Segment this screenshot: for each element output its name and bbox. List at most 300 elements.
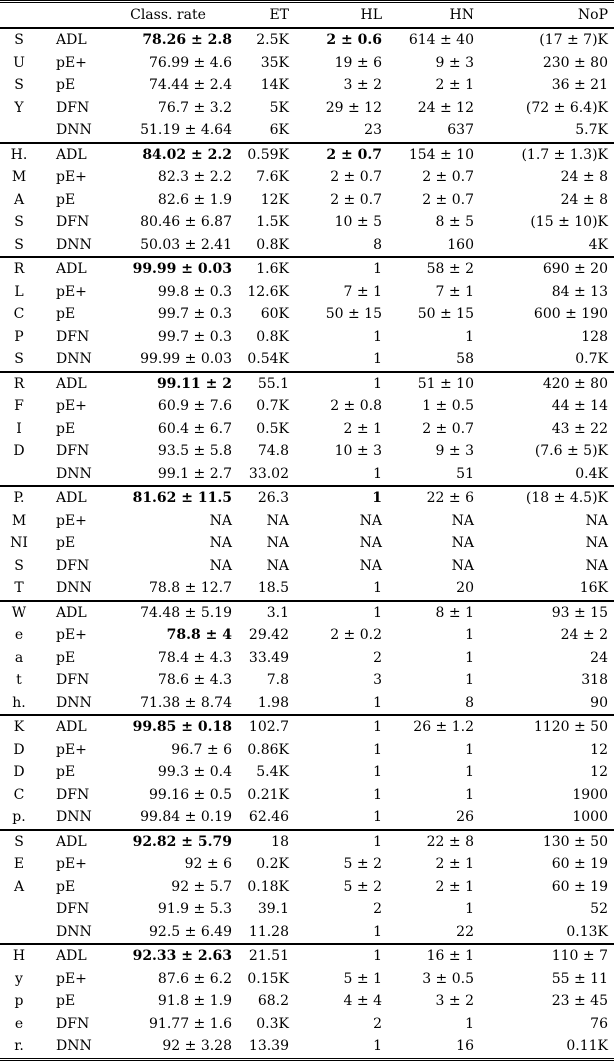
- cell-nop: 0.11K: [566, 1038, 608, 1055]
- cell-hn: 8 ± 5: [435, 214, 474, 231]
- cell-et: 11.28: [248, 923, 289, 940]
- table-row: [0, 715, 614, 739]
- cell-et: 12K: [260, 191, 289, 208]
- cell-hn: 1: [465, 764, 474, 781]
- cell-class-rate: 51.19 ± 4.64: [140, 122, 232, 139]
- cell-hn: 2 ± 1: [435, 878, 474, 895]
- cell-nop: 230 ± 80: [542, 54, 608, 71]
- cell-hl: NA: [359, 557, 382, 574]
- cell-hn: 1: [465, 627, 474, 644]
- cell-hn: 9 ± 3: [435, 443, 474, 460]
- cell-hl: 2: [373, 1015, 382, 1032]
- table-row: [0, 876, 614, 899]
- cell-nop: 0.13K: [566, 923, 608, 940]
- cell-class-rate: 81.62 ± 11.5: [98, 486, 238, 510]
- cell-nop: (17 ± 7)K: [480, 28, 614, 52]
- cell-hl: 1: [373, 694, 382, 711]
- table-row: [0, 830, 614, 854]
- cell-et: 74.8: [257, 443, 289, 460]
- cell-hl: 1: [373, 351, 382, 368]
- cell-dataset: t: [16, 672, 22, 689]
- cell-hl: 7 ± 1: [343, 283, 382, 300]
- cell-hn: 2 ± 0.7: [422, 420, 474, 437]
- cell-hn: 3 ± 2: [435, 993, 474, 1010]
- table-row: [0, 440, 614, 463]
- cell-method: pE: [56, 306, 76, 323]
- table-row: [0, 281, 614, 304]
- cell-et: NA: [266, 557, 289, 574]
- cell-nop: 44 ± 14: [551, 398, 608, 415]
- cell-nop: 4K: [588, 236, 608, 253]
- cell-dataset: S: [14, 77, 24, 94]
- cell-nop: 84 ± 13: [551, 283, 608, 300]
- cell-nop: (15 ± 10)K: [530, 214, 608, 231]
- cell-class-rate: 71.38 ± 8.74: [140, 694, 232, 711]
- cell-et: 0.21K: [247, 786, 289, 803]
- header-hl: HL: [360, 7, 382, 23]
- cell-hl: 2: [373, 901, 382, 918]
- cell-et: 35K: [260, 54, 289, 71]
- cell-method: pE: [56, 764, 76, 781]
- table-row: [0, 647, 614, 670]
- cell-class-rate: 76.99 ± 4.6: [149, 54, 232, 71]
- cell-hn: 2 ± 1: [435, 856, 474, 873]
- cell-et: NA: [266, 512, 289, 529]
- cell-class-rate: 78.26 ± 2.8: [98, 28, 238, 52]
- cell-class-rate: 60.9 ± 7.6: [157, 398, 232, 415]
- cell-et: 18: [238, 830, 295, 854]
- cell-class-rate: 92.82 ± 5.79: [98, 830, 238, 854]
- cell-hn: 1: [465, 741, 474, 758]
- cell-class-rate: NA: [209, 535, 232, 552]
- cell-class-rate: 87.6 ± 6.2: [157, 970, 232, 987]
- cell-nop: (18 ± 4.5)K: [480, 486, 614, 510]
- table-row: [0, 806, 614, 830]
- cell-dataset: I: [16, 420, 22, 437]
- cell-dataset: r.: [14, 1038, 24, 1055]
- table-row: [0, 348, 614, 372]
- cell-hn: 22 ± 6: [388, 486, 480, 510]
- cell-dataset: K: [0, 715, 38, 739]
- cell-nop: (72 ± 6.4)K: [525, 99, 608, 116]
- table-row: [0, 372, 614, 396]
- cell-method: ADL: [38, 944, 98, 968]
- table-row: [0, 211, 614, 234]
- cell-hn: NA: [451, 557, 474, 574]
- cell-et: 29.42: [248, 627, 289, 644]
- cell-et: 12.6K: [247, 283, 289, 300]
- cell-method: pE: [56, 649, 76, 666]
- cell-class-rate: NA: [209, 512, 232, 529]
- cell-hl: 1: [295, 257, 388, 281]
- cell-method: DFN: [56, 901, 90, 918]
- cell-hl: 1: [373, 786, 382, 803]
- cell-et: NA: [266, 535, 289, 552]
- cell-method: DFN: [56, 557, 90, 574]
- cell-hn: 2 ± 0.7: [422, 169, 474, 186]
- header-et: ET: [269, 7, 289, 23]
- cell-class-rate: 82.6 ± 1.9: [157, 191, 232, 208]
- cell-et: 0.15K: [247, 970, 289, 987]
- cell-hl: 2 ± 0.2: [330, 627, 382, 644]
- cell-dataset: T: [14, 580, 24, 597]
- cell-hl: 1: [373, 923, 382, 940]
- table-row: [0, 119, 614, 143]
- cell-class-rate: 91.8 ± 1.9: [157, 993, 232, 1010]
- cell-method: DNN: [56, 580, 92, 597]
- cell-method: pE: [56, 420, 76, 437]
- cell-dataset: D: [13, 741, 25, 758]
- cell-class-rate: 92 ± 5.7: [171, 878, 232, 895]
- cell-hn: 160: [447, 236, 474, 253]
- cell-nop: 76: [590, 1015, 608, 1032]
- cell-class-rate: 99.1 ± 2.7: [157, 465, 232, 482]
- cell-hl: 10 ± 3: [334, 443, 382, 460]
- cell-dataset: [0, 463, 38, 487]
- table-row: [0, 624, 614, 647]
- cell-hl: 5 ± 2: [343, 856, 382, 873]
- cell-hn: 16: [456, 1038, 474, 1055]
- cell-hl: 2: [373, 649, 382, 666]
- cell-hl: 3: [373, 672, 382, 689]
- cell-hn: 1: [465, 649, 474, 666]
- cell-hl: 1: [295, 486, 388, 510]
- cell-dataset: S: [14, 557, 24, 574]
- cell-class-rate: 99.3 ± 0.4: [157, 764, 232, 781]
- cell-hn: 1: [465, 1015, 474, 1032]
- table-row: [0, 303, 614, 326]
- cell-et: 18.5: [257, 580, 289, 597]
- table-row: [0, 395, 614, 418]
- cell-nop: NA: [585, 535, 608, 552]
- cell-hl: 50 ± 15: [325, 306, 382, 323]
- cell-nop: 12: [590, 764, 608, 781]
- cell-class-rate: 92.5 ± 6.49: [149, 923, 232, 940]
- table-row: [0, 532, 614, 555]
- cell-dataset: M: [11, 169, 27, 186]
- cell-hn: 26: [456, 809, 474, 826]
- cell-nop: 16K: [579, 580, 608, 597]
- cell-hl: 1: [373, 465, 382, 482]
- cell-method: DFN: [56, 1015, 90, 1032]
- cell-dataset: S: [0, 830, 38, 854]
- cell-dataset: p.: [12, 809, 26, 826]
- table-row: [0, 326, 614, 349]
- cell-hn: 614 ± 40: [388, 28, 480, 52]
- cell-et: 0.8K: [256, 328, 289, 345]
- cell-et: 6K: [269, 122, 289, 139]
- cell-hl: 19 ± 6: [334, 54, 382, 71]
- cell-hl: 1: [295, 601, 388, 625]
- cell-hn: 22 ± 8: [388, 830, 480, 854]
- cell-method: DFN: [56, 786, 90, 803]
- cell-class-rate: 99.11 ± 2: [98, 372, 238, 396]
- cell-et: 0.2K: [256, 856, 289, 873]
- cell-hn: 3 ± 0.5: [422, 970, 474, 987]
- cell-class-rate: 99.99 ± 0.03: [140, 351, 232, 368]
- cell-method: pE+: [56, 169, 87, 186]
- cell-et: 55.1: [238, 372, 295, 396]
- table-row: [0, 921, 614, 945]
- cell-hl: 29 ± 12: [325, 99, 382, 116]
- header-method: [38, 2, 98, 29]
- cell-class-rate: 91.77 ± 1.6: [149, 1015, 232, 1032]
- cell-et: 0.7K: [256, 398, 289, 415]
- cell-hl: 1: [295, 715, 388, 739]
- cell-et: 102.7: [238, 715, 295, 739]
- cell-nop: 1000: [572, 809, 608, 826]
- cell-class-rate: 78.4 ± 4.3: [157, 649, 232, 666]
- cell-class-rate: 50.03 ± 2.41: [140, 236, 232, 253]
- cell-et: 0.86K: [247, 741, 289, 758]
- cell-class-rate: 78.8 ± 12.7: [149, 580, 232, 597]
- cell-et: 0.3K: [256, 1015, 289, 1032]
- cell-dataset: a: [14, 649, 24, 666]
- cell-hl: 2 ± 0.7: [330, 191, 382, 208]
- cell-dataset: E: [13, 856, 25, 873]
- cell-nop: 5.7K: [575, 122, 608, 139]
- cell-dataset: S: [14, 236, 24, 253]
- cell-et: 26.3: [238, 486, 295, 510]
- cell-class-rate: 80.46 ± 6.87: [140, 214, 232, 231]
- cell-et: 1.5K: [256, 214, 289, 231]
- cell-et: 1.98: [257, 694, 289, 711]
- cell-hn: NA: [451, 535, 474, 552]
- cell-method: DFN: [56, 214, 90, 231]
- cell-nop: 93 ± 15: [480, 601, 614, 625]
- cell-hl: 1: [373, 741, 382, 758]
- cell-dataset: [0, 898, 38, 921]
- cell-method: ADL: [38, 486, 98, 510]
- cell-hn: 24 ± 12: [417, 99, 474, 116]
- cell-method: pE: [56, 878, 76, 895]
- cell-nop: 24 ± 2: [560, 627, 608, 644]
- cell-et: 0.59K: [238, 143, 295, 167]
- cell-et: 0.18K: [247, 878, 289, 895]
- cell-class-rate: NA: [209, 557, 232, 574]
- cell-dataset: C: [13, 786, 25, 803]
- cell-method: ADL: [38, 257, 98, 281]
- cell-nop: 24: [590, 649, 608, 666]
- cell-method: pE+: [56, 512, 87, 529]
- header-row: [0, 2, 614, 29]
- cell-method: DFN: [56, 99, 90, 116]
- cell-et: 5.4K: [256, 764, 289, 781]
- cell-class-rate: 99.7 ± 0.3: [157, 306, 232, 323]
- cell-class-rate: 99.16 ± 0.5: [149, 786, 232, 803]
- cell-et: 62.46: [248, 809, 289, 826]
- cell-class-rate: 99.7 ± 0.3: [157, 328, 232, 345]
- cell-dataset: D: [13, 764, 25, 781]
- table-row: [0, 990, 614, 1013]
- cell-hl: 2 ± 1: [343, 420, 382, 437]
- cell-hl: NA: [359, 512, 382, 529]
- cell-nop: 318: [581, 672, 608, 689]
- cell-hn: 51 ± 10: [388, 372, 480, 396]
- cell-et: 3.1: [238, 601, 295, 625]
- cell-hn: 1: [465, 672, 474, 689]
- cell-dataset: M: [11, 512, 27, 529]
- cell-method: pE+: [56, 283, 87, 300]
- cell-et: 14K: [260, 77, 289, 94]
- cell-method: ADL: [38, 372, 98, 396]
- cell-dataset: H: [0, 944, 38, 968]
- table-row: [0, 1035, 614, 1059]
- table-row: [0, 692, 614, 716]
- cell-hn: 22: [456, 923, 474, 940]
- cell-class-rate: 99.85 ± 0.18: [98, 715, 238, 739]
- cell-hn: 50 ± 15: [417, 306, 474, 323]
- cell-nop: 1900: [572, 786, 608, 803]
- table-body: [0, 28, 614, 1059]
- cell-nop: 420 ± 80: [480, 372, 614, 396]
- table-row: [0, 761, 614, 784]
- table-row: [0, 669, 614, 692]
- cell-hn: 51: [456, 465, 474, 482]
- cell-method: pE+: [56, 627, 87, 644]
- cell-dataset: h.: [12, 694, 26, 711]
- cell-nop: (1.7 ± 1.3)K: [480, 143, 614, 167]
- cell-nop: 0.7K: [575, 351, 608, 368]
- cell-method: pE+: [56, 398, 87, 415]
- cell-et: 0.8K: [256, 236, 289, 253]
- cell-hl: NA: [359, 535, 382, 552]
- cell-method: pE: [56, 191, 76, 208]
- cell-hl: 2 ± 0.7: [330, 169, 382, 186]
- table-row: [0, 189, 614, 212]
- cell-hn: 2 ± 0.7: [422, 191, 474, 208]
- header-nop: NoP: [577, 7, 608, 23]
- cell-dataset: y: [15, 970, 23, 987]
- cell-method: DNN: [56, 351, 92, 368]
- table-row: [0, 853, 614, 876]
- cell-dataset: [0, 119, 38, 143]
- cell-et: 7.6K: [256, 169, 289, 186]
- cell-dataset: S: [14, 214, 24, 231]
- cell-et: 39.1: [257, 901, 289, 918]
- cell-hl: 1: [295, 830, 388, 854]
- cell-nop: 24 ± 8: [560, 169, 608, 186]
- cell-hn: 1: [465, 901, 474, 918]
- table-row: [0, 143, 614, 167]
- cell-hn: 1: [465, 786, 474, 803]
- cell-hn: 58: [456, 351, 474, 368]
- cell-dataset: P.: [0, 486, 38, 510]
- cell-class-rate: 93.5 ± 5.8: [157, 443, 232, 460]
- cell-nop: 110 ± 7: [480, 944, 614, 968]
- cell-et: 1.6K: [238, 257, 295, 281]
- cell-method: DFN: [56, 328, 90, 345]
- cell-nop: 90: [590, 694, 608, 711]
- cell-class-rate: 82.3 ± 2.2: [157, 169, 232, 186]
- cell-dataset: C: [13, 306, 25, 323]
- table-row: [0, 739, 614, 762]
- cell-et: 13.39: [248, 1038, 289, 1055]
- table-row: [0, 234, 614, 258]
- cell-hn: 637: [447, 122, 474, 139]
- cell-hn: 1: [465, 328, 474, 345]
- cell-et: 33.49: [248, 649, 289, 666]
- cell-nop: 23 ± 45: [551, 993, 608, 1010]
- table-row: [0, 166, 614, 189]
- cell-dataset: A: [13, 191, 25, 208]
- cell-method: DNN: [56, 923, 92, 940]
- cell-dataset: Y: [14, 99, 24, 116]
- cell-nop: NA: [585, 557, 608, 574]
- cell-class-rate: 78.8 ± 4: [166, 627, 232, 644]
- table-row: [0, 898, 614, 921]
- cell-hn: 154 ± 10: [388, 143, 480, 167]
- cell-et: 21.51: [238, 944, 295, 968]
- table-row: [0, 486, 614, 510]
- cell-nop: 60 ± 19: [551, 878, 608, 895]
- table-row: [0, 418, 614, 441]
- cell-hl: 23: [364, 122, 382, 139]
- cell-class-rate: 84.02 ± 2.2: [98, 143, 238, 167]
- cell-nop: 690 ± 20: [480, 257, 614, 281]
- cell-nop: 55 ± 11: [551, 970, 608, 987]
- cell-hn: NA: [451, 512, 474, 529]
- cell-nop: 36 ± 21: [551, 77, 608, 94]
- cell-method: DFN: [56, 443, 90, 460]
- cell-hn: 58 ± 2: [388, 257, 480, 281]
- cell-hn: 1 ± 0.5: [422, 398, 474, 415]
- cell-hl: 1: [373, 1038, 382, 1055]
- cell-dataset: NI: [10, 535, 28, 552]
- header-dataset: [0, 2, 38, 29]
- cell-dataset: P: [14, 328, 24, 345]
- cell-hl: 1: [295, 944, 388, 968]
- cell-dataset: F: [14, 398, 24, 415]
- table-row: [0, 784, 614, 807]
- cell-hl: 2 ± 0.6: [295, 28, 388, 52]
- cell-dataset: S: [14, 351, 24, 368]
- table-row: [0, 1013, 614, 1036]
- cell-method: ADL: [38, 143, 98, 167]
- cell-class-rate: 60.4 ± 6.7: [157, 420, 232, 437]
- cell-dataset: e: [14, 1015, 24, 1032]
- cell-nop: 600 ± 190: [533, 306, 608, 323]
- cell-et: 60K: [260, 306, 289, 323]
- cell-method: pE: [56, 535, 76, 552]
- cell-dataset: [0, 921, 38, 945]
- cell-hl: 5 ± 2: [343, 878, 382, 895]
- cell-hl: 4 ± 4: [343, 993, 382, 1010]
- cell-method: DNN: [56, 236, 92, 253]
- cell-class-rate: 92.33 ± 2.63: [98, 944, 238, 968]
- cell-nop: 0.4K: [575, 465, 608, 482]
- cell-method: pE: [56, 993, 76, 1010]
- cell-hl: 8: [373, 236, 382, 253]
- cell-hn: 16 ± 1: [388, 944, 480, 968]
- cell-dataset: R: [0, 372, 38, 396]
- cell-nop: 52: [590, 901, 608, 918]
- cell-dataset: U: [13, 54, 25, 71]
- cell-method: DNN: [56, 1038, 92, 1055]
- cell-class-rate: 76.7 ± 3.2: [157, 99, 232, 116]
- cell-hl: 10 ± 5: [334, 214, 382, 231]
- cell-hn: 2 ± 1: [435, 77, 474, 94]
- cell-nop: 24 ± 8: [560, 191, 608, 208]
- cell-hl: 1: [373, 580, 382, 597]
- cell-dataset: A: [13, 878, 25, 895]
- cell-dataset: L: [14, 283, 24, 300]
- cell-hn: 9 ± 3: [435, 54, 474, 71]
- cell-hl: 1: [295, 372, 388, 396]
- cell-hl: 2 ± 0.7: [295, 143, 388, 167]
- cell-method: DNN: [56, 694, 92, 711]
- cell-method: DNN: [56, 122, 92, 139]
